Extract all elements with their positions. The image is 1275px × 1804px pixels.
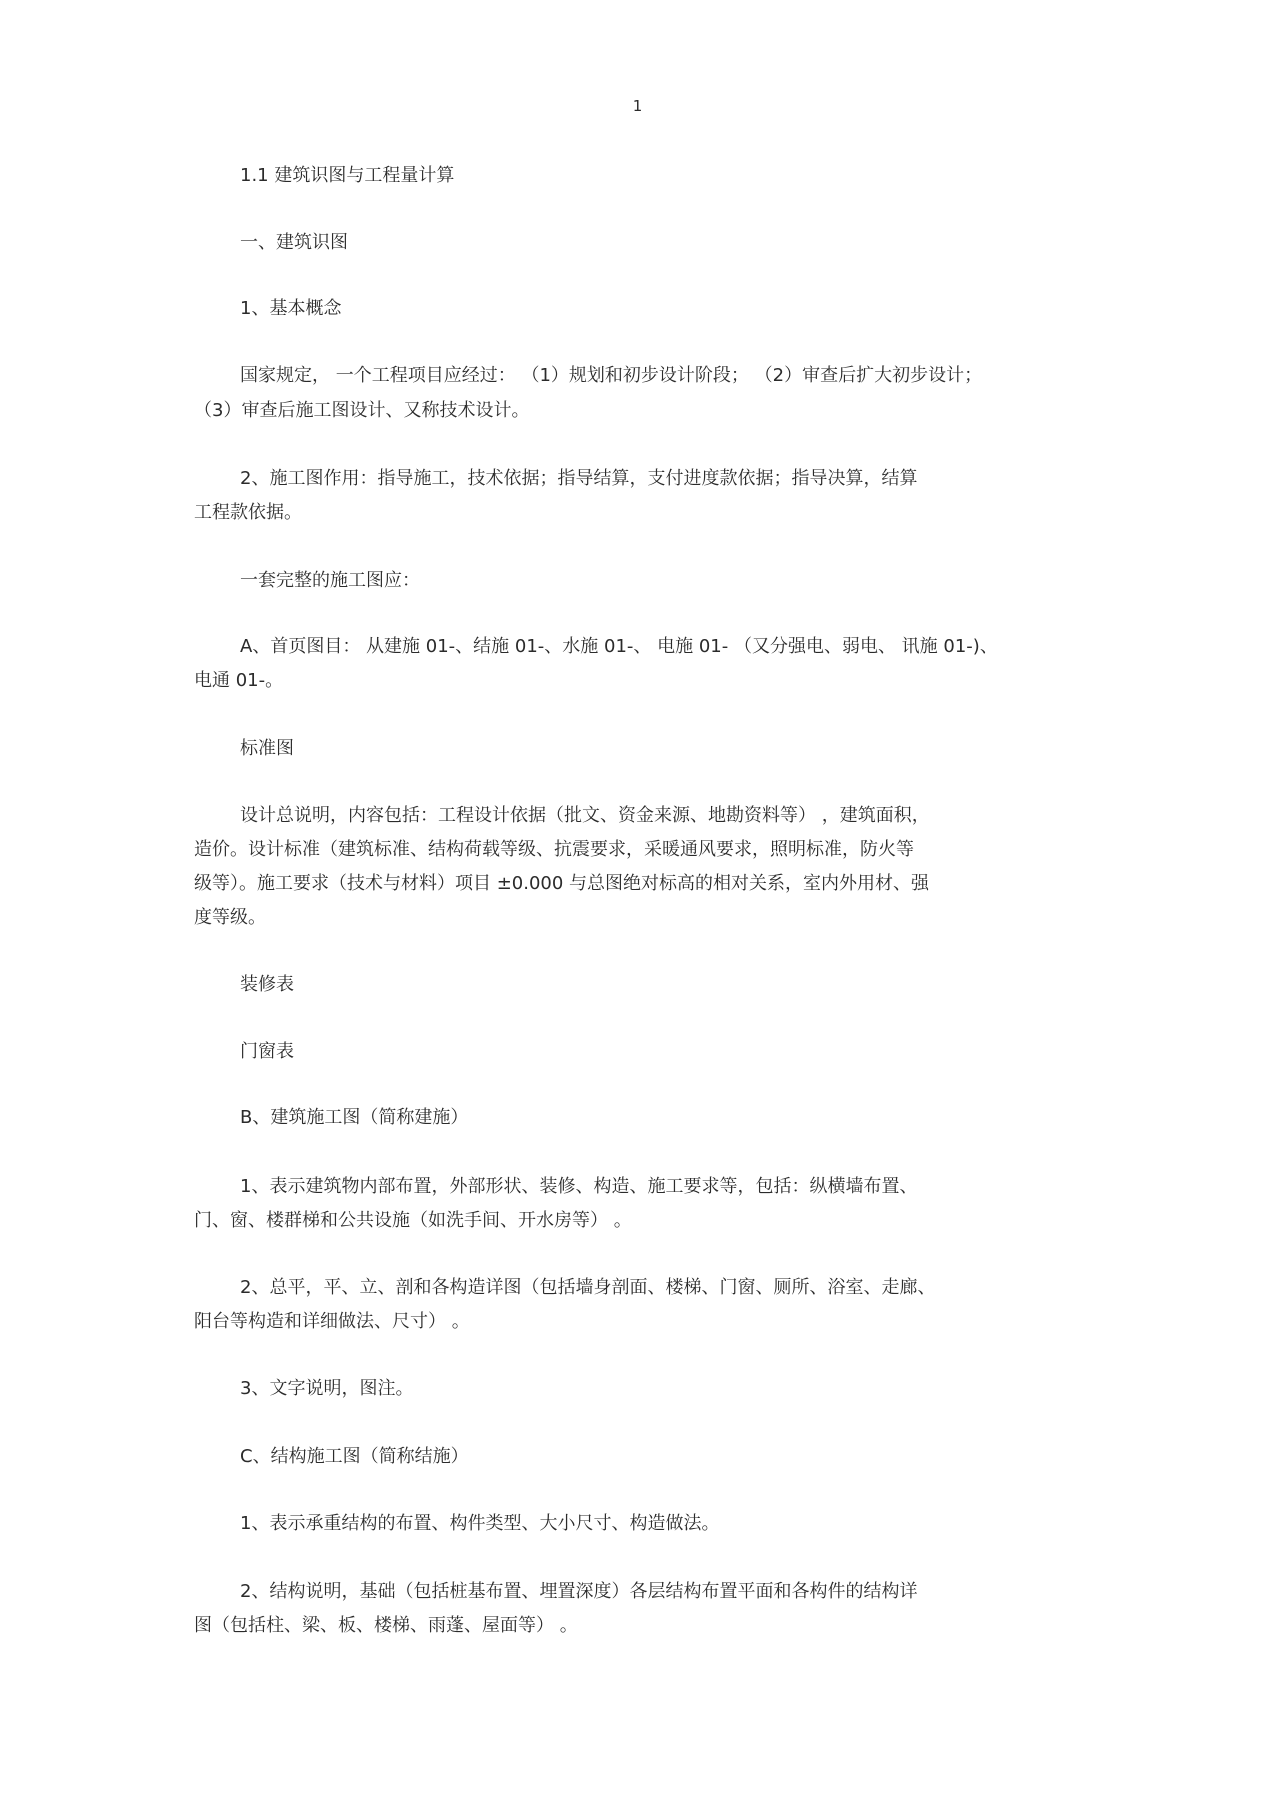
paragraph-line: 阳台等构造和详细做法、尺寸） 。 (194, 1311, 470, 1332)
subsection-heading: 一、建筑识图 (240, 232, 348, 253)
paragraph-line: 门窗表 (240, 1041, 294, 1062)
paragraph-line: 2、结构说明，基础（包括桩基布置、埋置深度）各层结构布置平面和各构件的结构详 (240, 1581, 918, 1602)
paragraph-line: A、首页图目： 从建施 01-、结施 01-、水施 01-、 电施 01- （又分强电、弱电、 讯施 01-)、 (240, 636, 998, 657)
section-heading: 1.1 建筑识图与工程量计算 (240, 165, 455, 186)
paragraph-line: 一套完整的施工图应： (240, 570, 420, 591)
paragraph-line: 电通 01-。 (194, 670, 284, 691)
paragraph-line: C、结构施工图（简称结施） (240, 1446, 469, 1467)
paragraph-line: 1、表示建筑物内部布置，外部形状、装修、构造、施工要求等，包括：纵横墙布置、 (240, 1176, 918, 1197)
paragraph-line: 1、表示承重结构的布置、构件类型、大小尺寸、构造做法。 (240, 1513, 720, 1534)
paragraph-line: B、建筑施工图（简称建施） (240, 1107, 469, 1128)
paragraph-line: 设计总说明，内容包括：工程设计依据（批文、资金来源、地勘资料等） ，建筑面积， (240, 805, 930, 826)
paragraph-line: 造价。设计标准（建筑标准、结构荷载等级、抗震要求，采暖通风要求，照明标准，防火等 (194, 839, 914, 860)
paragraph-line: （3）审查后施工图设计、又称技术设计。 (194, 400, 530, 421)
paragraph-line: 工程款依据。 (194, 502, 302, 523)
paragraph-line: 2、施工图作用：指导施工，技术依据；指导结算，支付进度款依据；指导决算，结算 (240, 468, 918, 489)
paragraph-line: 2、总平，平、立、剖和各构造详图（包括墙身剖面、楼梯、门窗、厕所、浴室、走廊、 (240, 1277, 936, 1298)
subsection-heading: 1、基本概念 (240, 298, 342, 319)
paragraph-line: 图（包括柱、梁、板、楼梯、雨蓬、屋面等） 。 (194, 1615, 578, 1636)
paragraph-line: 国家规定， 一个工程项目应经过： （1）规划和初步设计阶段； （2）审查后扩大初步设计； (240, 365, 983, 386)
paragraph-line: 级等）。施工要求（技术与材料）项目 ±0.000 与总图绝对标高的相对关系，室内外用材、强 (194, 873, 930, 894)
paragraph-line: 标准图 (240, 738, 294, 759)
page-number: 1 (632, 97, 643, 115)
paragraph-line: 装修表 (240, 974, 294, 995)
paragraph-line: 3、文字说明，图注。 (240, 1378, 414, 1399)
paragraph-line: 度等级。 (194, 907, 266, 928)
paragraph-line: 门、窗、楼群梯和公共设施（如洗手间、开水房等） 。 (194, 1210, 632, 1231)
